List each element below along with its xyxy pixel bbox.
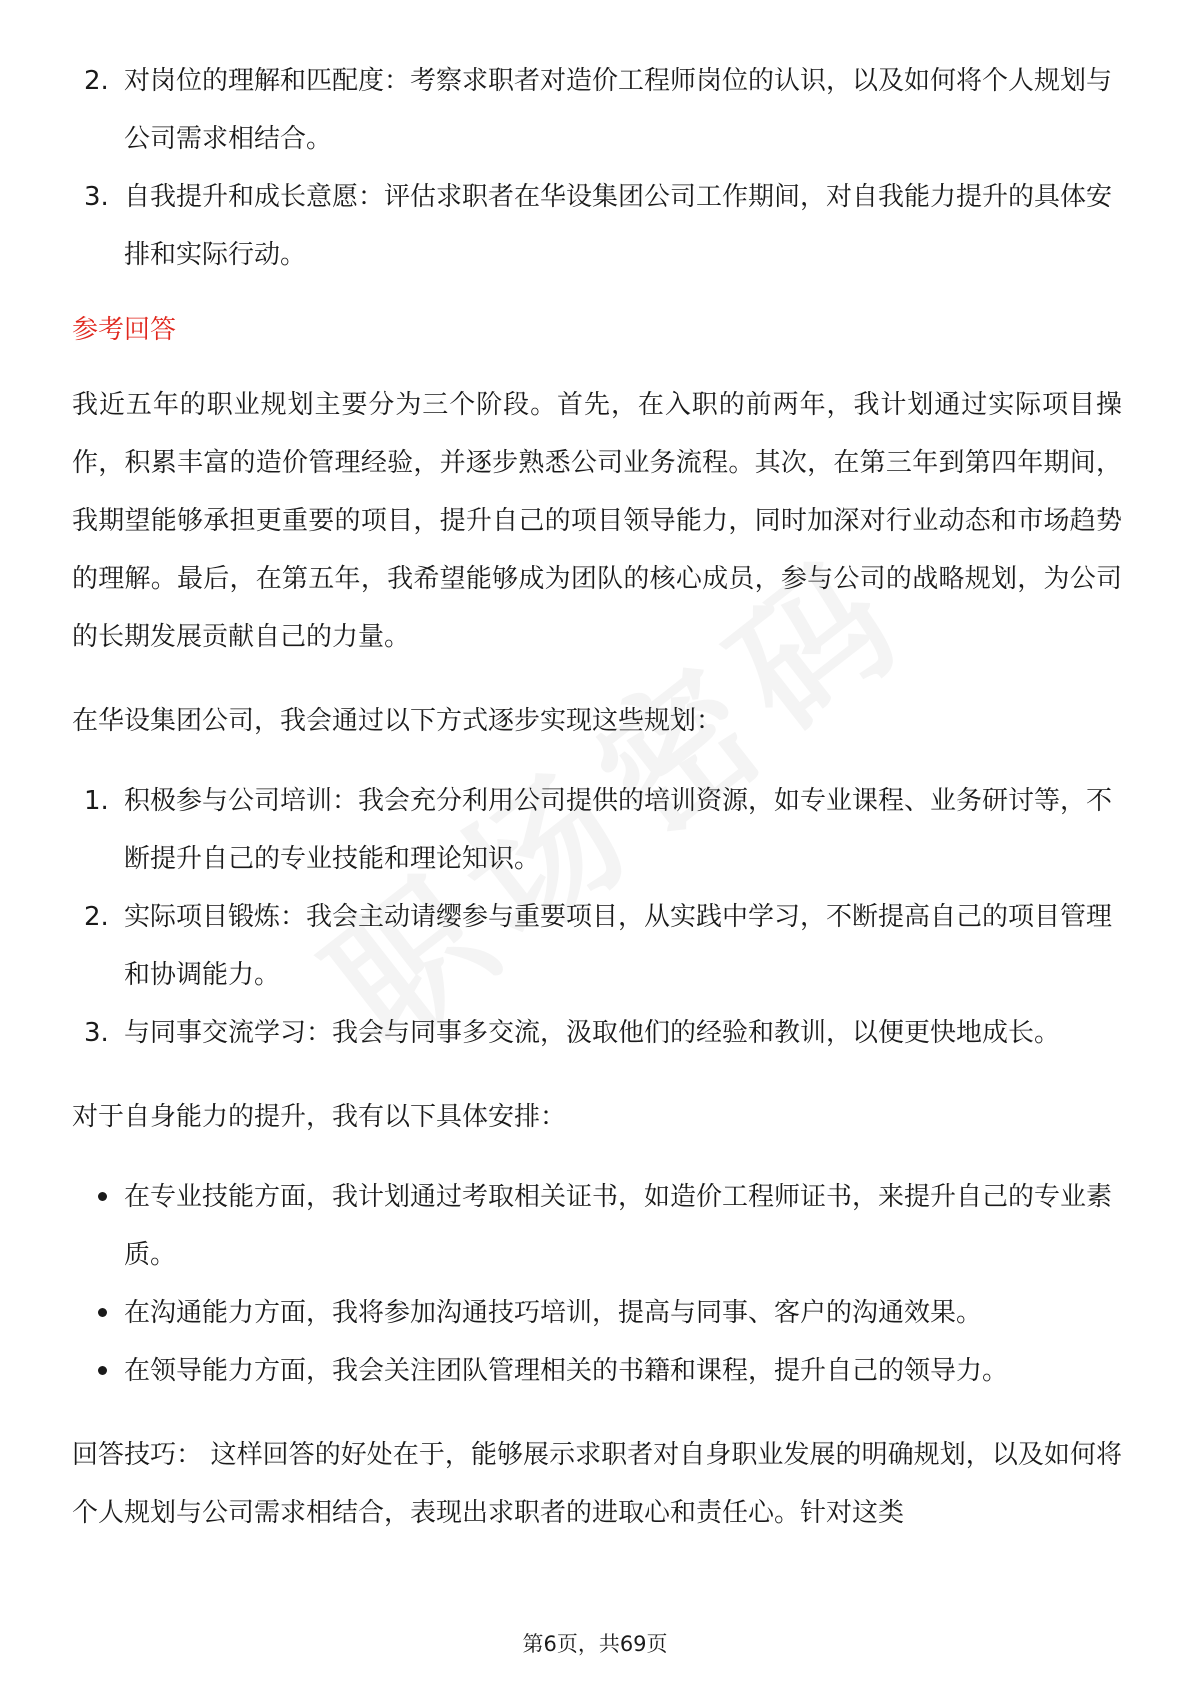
company-intro: 在华设集团公司，我会通过以下方式逐步实现这些规划：: [72, 706, 723, 736]
list-item: [72, 772, 1122, 888]
tips-paragraph: 回答技巧： 这样回答的好处在于，能够展示求职者对自身职业发展的明确规划，以及如何将个人规划与公司需求相结合，表现出求职者的进取心和责任心。针对这类: [72, 1440, 1122, 1528]
answer-paragraph: 我近五年的职业规划主要分为三个阶段。首先，在入职的前两年，我计划通过实际项目操作，积累丰富的造价管理经验，并逐步熟悉公司业务流程。其次，在第三年到第四年期间，我期望能够承担更重要的项目，提升自己的项目领导能力，同时加深对行业动态和市场趋势的理解。最后，在第五年，我希望能够成为团队的核心成员，参与公司的战略规划，为公司的长期发展贡献自己的力量。: [72, 390, 1122, 652]
page-content: [72, 52, 1122, 1542]
list-number: 2.: [84, 66, 109, 96]
page-number: 第6页，共69页: [522, 1632, 668, 1656]
bullet-icon: [98, 1192, 107, 1201]
list-item: [72, 1004, 1122, 1062]
list-text: 在沟通能力方面，我将参加沟通技巧培训，提高与同事、客户的沟通效果。: [124, 1298, 983, 1328]
list-item: [72, 1168, 1122, 1284]
list-text: 积极参与公司培训：我会充分利用公司提供的培训资源，如专业课程、业务研讨等，不断提升自己的专业技能和理论知识。: [124, 786, 1113, 874]
list-text: 自我提升和成长意愿：评估求职者在华设集团公司工作期间，对自我能力提升的具体安排和实际行动。: [124, 182, 1113, 270]
list-item: [72, 52, 1122, 168]
plan-list: [72, 772, 1122, 1062]
list-number: 1.: [84, 786, 109, 816]
list-text: 对岗位的理解和匹配度：考察求职者对造价工程师岗位的认识，以及如何将个人规划与公司需求相结合。: [124, 66, 1113, 154]
ability-intro: 对于自身能力的提升，我有以下具体安排：: [72, 1102, 567, 1132]
list-item: [72, 1284, 1122, 1342]
criteria-list: [72, 52, 1122, 284]
list-number: 3.: [84, 1018, 109, 1048]
list-item: [72, 888, 1122, 1004]
list-number: 3.: [84, 182, 109, 212]
bullet-icon: [98, 1366, 107, 1375]
list-item: [72, 168, 1122, 284]
bullet-icon: [98, 1308, 107, 1317]
list-item: [72, 1342, 1122, 1400]
list-text: 在专业技能方面，我计划通过考取相关证书，如造价工程师证书，来提升自己的专业素质。: [124, 1182, 1113, 1270]
list-text: 实际项目锻炼：我会主动请缨参与重要项目，从实践中学习，不断提高自己的项目管理和协调能力。: [124, 902, 1113, 990]
list-text: 在领导能力方面，我会关注团队管理相关的书籍和课程，提升自己的领导力。: [124, 1356, 1009, 1386]
ability-list: [72, 1168, 1122, 1400]
section-heading: 参考回答: [72, 315, 177, 345]
list-text: 与同事交流学习：我会与同事多交流，汲取他们的经验和教训，以便更快地成长。: [124, 1018, 1061, 1048]
list-number: 2.: [84, 902, 109, 932]
